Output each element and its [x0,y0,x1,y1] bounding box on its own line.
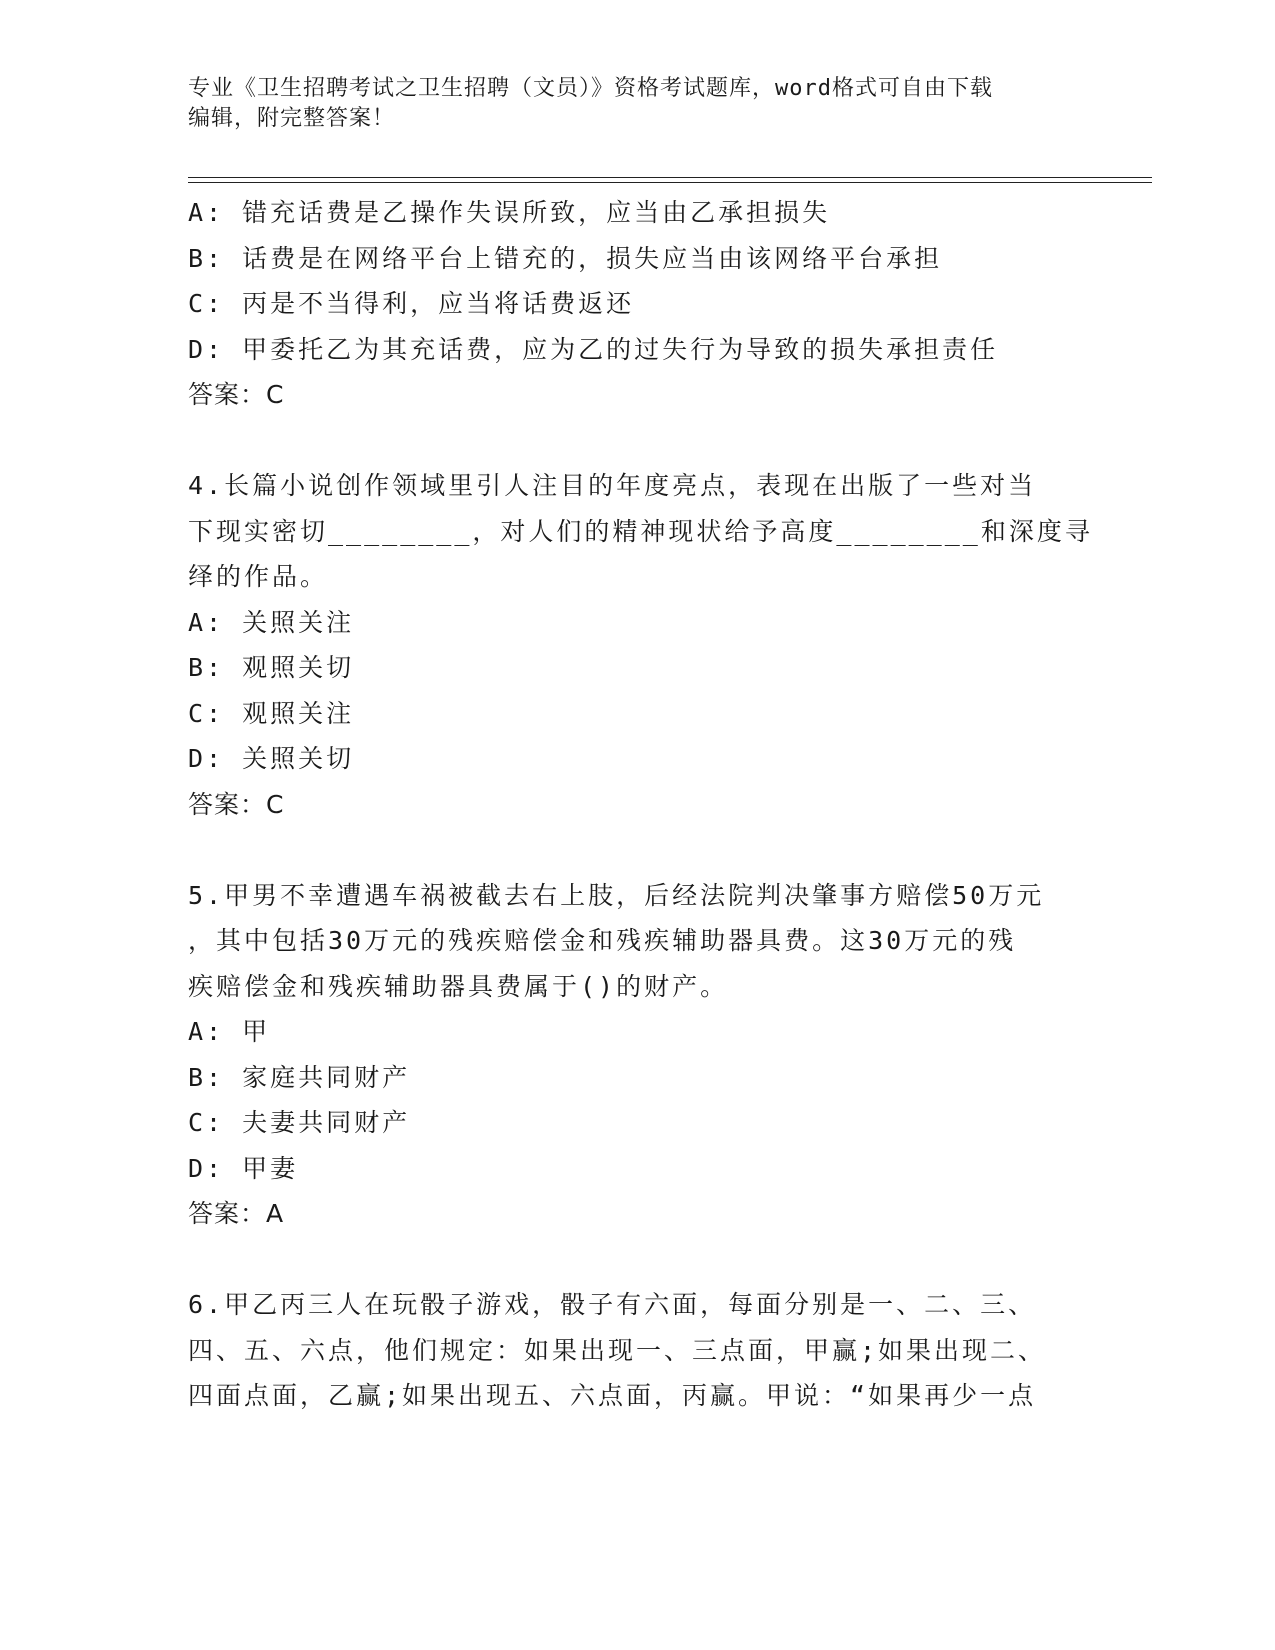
option-a: A: 错充话费是乙操作失误所致，应当由乙承担损失 [188,198,831,227]
option-b: B: 观照关切 [188,653,355,682]
question-stem-line: ，其中包括30万元的残疾赔偿金和残疾辅助器具费。这30万元的残 [188,926,1017,955]
answer-line: 答案：C [188,380,285,409]
option-c: C: 夫妻共同财产 [188,1108,411,1137]
option-d: D: 关照关切 [188,744,355,773]
spacer [188,827,1088,873]
header-title-line-1: 专业《卫生招聘考试之卫生招聘（文员）》资格考试题库，word格式可自由下载 [188,76,993,101]
question-stem-line: 下现实密切________，对人们的精神现状给予高度________和深度寻 [188,516,1093,546]
question-6 [188,1282,1088,1419]
question-stem-line: 绎的作品。 [188,562,329,591]
option-b: B: 话费是在网络平台上错充的，损失应当由该网络平台承担 [188,243,943,273]
question-stem-line: 4.长篇小说创作领域里引人注目的年度亮点，表现在出版了一些对当 [188,471,1037,500]
question-stem-line: 四、五、六点，他们规定：如果出现一、三点面，甲赢;如果出现二、 [188,1335,1047,1365]
question-list [188,190,1093,1419]
option-c: C: 丙是不当得利，应当将话费返还 [188,289,635,318]
option-a: A: 关照关注 [188,607,355,637]
option-b: B: 家庭共同财产 [188,1062,411,1092]
question-4 [188,463,1093,827]
question-stem-line: 四面点面，乙赢;如果出现五、六点面，丙赢。甲说：“如果再少一点 [188,1381,1037,1410]
spacer [188,1237,1088,1283]
option-d: D: 甲妻 [188,1153,299,1183]
question-stem-line: 疾赔偿金和残疾辅助器具费属于()的财产。 [188,971,729,1001]
option-d: D: 甲委托乙为其充话费，应为乙的过失行为导致的损失承担责任 [188,334,999,364]
question-stem-line: 6.甲乙丙三人在玩骰子游戏，骰子有六面，每面分别是一、二、三、 [188,1290,1037,1319]
question-5 [188,873,1088,1237]
question-3-continued [188,190,1088,418]
header-divider-bottom [188,182,1152,183]
answer-line: 答案：A [188,1199,285,1228]
option-c: C: 观照关注 [188,698,355,728]
answer-line: 答案：C [188,789,285,819]
option-a: A: 甲 [188,1017,271,1046]
question-stem-line: 5.甲男不幸遭遇车祸被截去右上肢，后经法院判决肇事方赔偿50万元 [188,880,1045,910]
header-title-line-2: 编辑，附完整答案！ [188,106,396,131]
spacer [188,418,1088,464]
document-header [188,74,1068,134]
header-divider-top [188,177,1152,178]
